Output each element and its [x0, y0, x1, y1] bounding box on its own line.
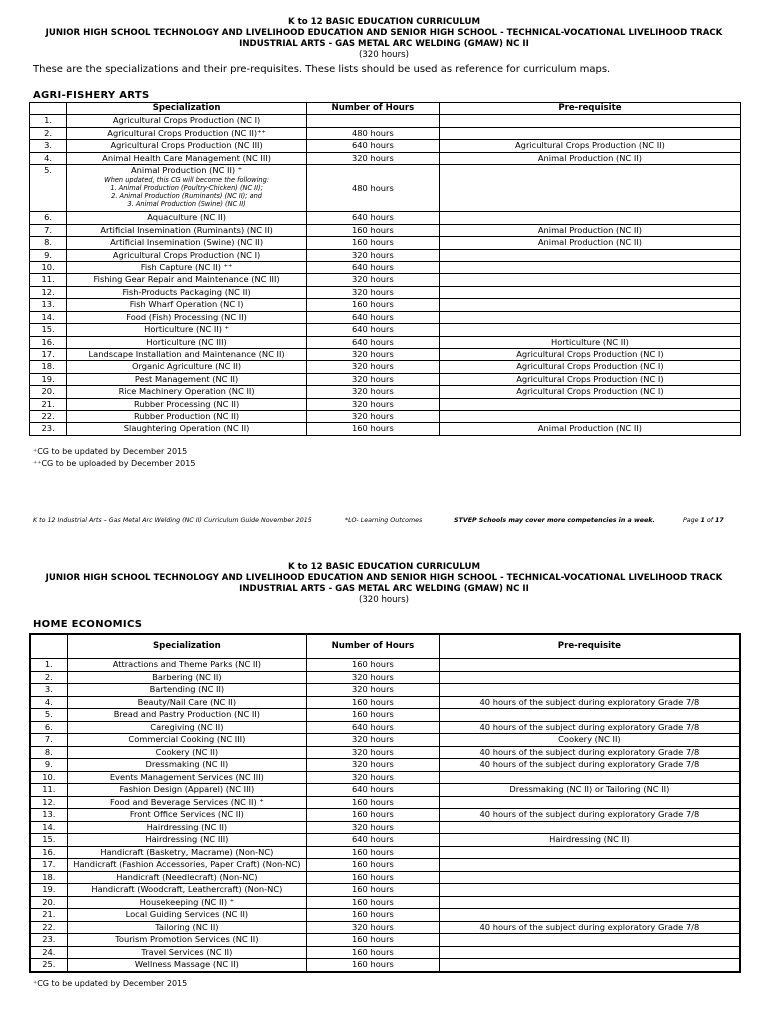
table-row — [30, 946, 740, 959]
row-specialization: Horticulture (NC II) ⁺ — [67, 324, 307, 336]
row-hours: 320 hours — [307, 759, 440, 772]
row-hours: 640 hours — [306, 212, 439, 224]
footer-lo-note: *LO- Learning Outcomes — [345, 517, 423, 524]
table-row — [30, 386, 741, 398]
row-specialization: Dressmaking (NC II) — [67, 759, 306, 772]
animal-production-note: 2. Animal Production (Ruminants) (NC II); and — [111, 192, 262, 201]
row-number: 7. — [30, 224, 67, 236]
table-row — [30, 959, 740, 972]
table-row — [30, 809, 740, 822]
animal-production-note: When updated, this CG will become the following: — [104, 176, 269, 185]
row-specialization: Agricultural Crops Production (NC II)⁺⁺ — [67, 127, 307, 139]
row-prerequisite — [439, 821, 740, 834]
row-prerequisite: 40 hours of the subject during exploratory Grade 7/8 — [439, 746, 740, 759]
row-number: 11. — [30, 274, 67, 286]
row-specialization: Tailoring (NC II) — [67, 921, 306, 934]
table-row — [30, 140, 741, 152]
row-specialization: Fish-Products Packaging (NC II) — [67, 286, 307, 298]
row-number: 13. — [30, 809, 67, 822]
row-specialization: Bread and Pastry Production (NC II) — [67, 709, 306, 722]
table-row — [30, 734, 740, 747]
agri-table — [29, 102, 741, 436]
row-prerequisite — [439, 934, 740, 947]
row-specialization: Beauty/Nail Care (NC II) — [67, 696, 306, 709]
row-prerequisite: Hairdressing (NC II) — [439, 834, 740, 847]
row-number: 20. — [30, 386, 67, 398]
row-hours: 320 hours — [306, 348, 439, 360]
table-row — [30, 165, 741, 212]
row-specialization: Horticulture (NC III) — [67, 336, 307, 348]
table-row — [30, 286, 741, 298]
row-number: 9. — [30, 759, 67, 772]
row-number: 2. — [30, 671, 67, 684]
animal-production-note: 1. Animal Production (Poultry-Chicken) (NC II); — [110, 184, 263, 193]
table-row — [30, 311, 741, 323]
row-hours: 320 hours — [306, 152, 439, 164]
row-prerequisite: Agricultural Crops Production (NC I) — [439, 361, 740, 373]
row-hours: 320 hours — [306, 410, 439, 422]
row-specialization: Bartending (NC II) — [67, 684, 306, 697]
row-number: 4. — [30, 152, 67, 164]
row-hours: 320 hours — [306, 373, 439, 385]
row-number: 16. — [30, 336, 67, 348]
row-hours: 160 hours — [307, 809, 440, 822]
row-number: 21. — [30, 398, 67, 410]
row-number: 2. — [30, 127, 67, 139]
table-row — [30, 671, 740, 684]
row-prerequisite — [439, 115, 740, 127]
row-prerequisite — [439, 286, 740, 298]
row-hours: 640 hours — [306, 324, 439, 336]
row-hours: 480 hours — [306, 127, 439, 139]
row-hours: 160 hours — [307, 659, 440, 672]
table-row — [30, 423, 741, 435]
row-prerequisite: 40 hours of the subject during exploratory Grade 7/8 — [439, 721, 740, 734]
row-specialization: Rubber Processing (NC II) — [67, 398, 307, 410]
intro-text: These are the specializations and their pre-requisites. These lists should be used as reference for curriculum maps. — [33, 64, 611, 75]
row-number: 13. — [30, 299, 67, 311]
row-prerequisite — [439, 299, 740, 311]
footer-guide-title: K to 12 Industrial Arts – Gas Metal Arc Welding (NC II) Curriculum Guide November 2015 — [33, 517, 312, 524]
row-number: 1. — [30, 659, 67, 672]
table-row — [30, 746, 740, 759]
row-prerequisite: Dressmaking (NC II) or Tailoring (NC II) — [439, 784, 740, 797]
header-title: K to 12 BASIC EDUCATION CURRICULUM — [287, 562, 481, 572]
row-hours: 320 hours — [307, 734, 440, 747]
row-specialization: Cookery (NC II) — [67, 746, 306, 759]
section-title-agri: AGRI-FISHERY ARTS — [33, 90, 150, 101]
row-prerequisite — [439, 771, 740, 784]
row-hours: 640 hours — [306, 311, 439, 323]
table-row — [30, 348, 741, 360]
row-specialization: Attractions and Theme Parks (NC II) — [67, 659, 306, 672]
row-prerequisite — [439, 709, 740, 722]
row-number: 15. — [30, 834, 67, 847]
row-number: 10. — [30, 771, 67, 784]
row-prerequisite: 40 hours of the subject during exploratory Grade 7/8 — [439, 696, 740, 709]
row-hours: 160 hours — [306, 423, 439, 435]
row-number: 14. — [30, 311, 67, 323]
table-row — [30, 659, 740, 672]
row-prerequisite — [439, 959, 740, 972]
row-hours: 160 hours — [307, 846, 440, 859]
row-number: 10. — [30, 262, 67, 274]
row-prerequisite: Animal Production (NC II) — [439, 237, 740, 249]
row-prerequisite — [439, 165, 740, 212]
row-number: 19. — [30, 373, 67, 385]
row-specialization: Artificial Insemination (Ruminants) (NC II) — [67, 224, 307, 236]
row-specialization: Housekeeping (NC II) ⁺ — [67, 896, 306, 909]
row-prerequisite — [439, 324, 740, 336]
table-row — [30, 846, 740, 859]
row-prerequisite: Agricultural Crops Production (NC I) — [439, 373, 740, 385]
row-number: 3. — [30, 684, 67, 697]
table-header-row — [30, 103, 741, 115]
row-number: 18. — [30, 361, 67, 373]
table-row — [30, 373, 741, 385]
row-number: 17. — [30, 859, 67, 872]
footnote-uploaded: ⁺⁺CG to be uploaded by December 2015 — [33, 459, 196, 468]
row-prerequisite — [439, 859, 740, 872]
row-prerequisite: Agricultural Crops Production (NC I) — [439, 386, 740, 398]
row-prerequisite — [439, 671, 740, 684]
row-specialization: Wellness Massage (NC II) — [67, 959, 306, 972]
table-row — [30, 115, 741, 127]
row-specialization: Rubber Production (NC II) — [67, 410, 307, 422]
row-specialization: Animal Health Care Management (NC III) — [67, 152, 307, 164]
row-hours: 320 hours — [306, 274, 439, 286]
row-number: 19. — [30, 884, 67, 897]
row-number: 14. — [30, 821, 67, 834]
row-number: 8. — [30, 746, 67, 759]
row-specialization: Landscape Installation and Maintenance (NC II) — [67, 348, 307, 360]
row-specialization: Agricultural Crops Production (NC III) — [67, 140, 307, 152]
row-specialization — [67, 165, 307, 212]
row-number: 22. — [30, 410, 67, 422]
row-number: 25. — [30, 959, 67, 972]
row-hours: 320 hours — [307, 771, 440, 784]
row-prerequisite: 40 hours of the subject during exploratory Grade 7/8 — [439, 809, 740, 822]
row-hours: 160 hours — [306, 299, 439, 311]
row-hours: 320 hours — [306, 361, 439, 373]
row-hours: 320 hours — [307, 684, 440, 697]
row-specialization: Pest Management (NC II) — [67, 373, 307, 385]
col-header-prereq: Pre-requisite — [439, 634, 740, 659]
header-subtitle: JUNIOR HIGH SCHOOL TECHNOLOGY AND LIVELIHOOD EDUCATION AND SENIOR HIGH SCHOOL - TECHNICAL-VOCATIONAL LIVELIHOOD TRACK — [45, 573, 723, 583]
row-hours: 160 hours — [307, 909, 440, 922]
home-table — [29, 633, 741, 973]
row-prerequisite — [439, 212, 740, 224]
table-row — [30, 796, 740, 809]
table-row — [30, 336, 741, 348]
row-prerequisite: Agricultural Crops Production (NC II) — [439, 140, 740, 152]
table-row — [30, 896, 740, 909]
row-prerequisite: Animal Production (NC II) — [439, 423, 740, 435]
row-number: 18. — [30, 871, 67, 884]
row-hours: 160 hours — [306, 237, 439, 249]
col-header-hours: Number of Hours — [306, 103, 439, 115]
row-prerequisite — [439, 274, 740, 286]
row-prerequisite — [439, 410, 740, 422]
spec-main-label: Animal Production (NC II) ⁺ — [131, 165, 243, 176]
row-prerequisite — [439, 659, 740, 672]
row-specialization: Fish Capture (NC II) ⁺⁺ — [67, 262, 307, 274]
row-hours: 160 hours — [307, 796, 440, 809]
col-header-specialization: Specialization — [67, 634, 306, 659]
table-row — [30, 324, 741, 336]
row-hours: 160 hours — [307, 946, 440, 959]
footnote-updated: ⁺CG to be updated by December 2015 — [33, 979, 188, 988]
row-number: 22. — [30, 921, 67, 934]
table-row — [30, 299, 741, 311]
row-number: 8. — [30, 237, 67, 249]
row-number: 6. — [30, 212, 67, 224]
table-row — [30, 871, 740, 884]
header-course: INDUSTRIAL ARTS - GAS METAL ARC WELDING (GMAW) NC II — [239, 584, 529, 594]
row-prerequisite — [439, 946, 740, 959]
row-hours: 320 hours — [306, 249, 439, 261]
row-number: 11. — [30, 784, 67, 797]
table-row — [30, 784, 740, 797]
row-prerequisite: Animal Production (NC II) — [439, 152, 740, 164]
table-row — [30, 262, 741, 274]
row-specialization: Travel Services (NC II) — [67, 946, 306, 959]
row-specialization: Aquaculture (NC II) — [67, 212, 307, 224]
row-hours: 320 hours — [307, 671, 440, 684]
table-row — [30, 834, 740, 847]
agri-table-body — [30, 115, 741, 435]
row-hours: 320 hours — [306, 398, 439, 410]
footer-page-number: Page 1 of 17 — [683, 517, 724, 524]
table-row — [30, 361, 741, 373]
col-header-prereq: Pre-requisite — [439, 103, 740, 115]
row-specialization: Rice Machinery Operation (NC II) — [67, 386, 307, 398]
row-number: 7. — [30, 734, 67, 747]
header-hours: (320 hours) — [358, 50, 409, 60]
row-prerequisite — [439, 398, 740, 410]
row-number: 12. — [30, 286, 67, 298]
row-specialization: Barbering (NC II) — [67, 671, 306, 684]
row-hours: 640 hours — [306, 336, 439, 348]
table-header-row — [30, 634, 740, 659]
row-prerequisite: Horticulture (NC II) — [439, 336, 740, 348]
row-prerequisite — [439, 871, 740, 884]
col-header-number — [30, 634, 67, 659]
row-prerequisite — [439, 909, 740, 922]
footnote-updated: ⁺CG to be updated by December 2015 — [33, 447, 188, 456]
row-prerequisite — [439, 846, 740, 859]
home-table-body — [30, 659, 740, 972]
header-hours: (320 hours) — [358, 595, 409, 605]
row-hours: 320 hours — [307, 921, 440, 934]
table-row — [30, 771, 740, 784]
row-hours: 640 hours — [307, 834, 440, 847]
row-specialization: Handicraft (Basketry, Macrame) (Non-NC) — [67, 846, 306, 859]
row-specialization: Tourism Promotion Services (NC II) — [67, 934, 306, 947]
row-hours: 160 hours — [307, 959, 440, 972]
table-row — [30, 909, 740, 922]
row-prerequisite: Cookery (NC II) — [439, 734, 740, 747]
row-number: 4. — [30, 696, 67, 709]
row-specialization: Hairdressing (NC III) — [67, 834, 306, 847]
row-specialization: Commercial Cooking (NC III) — [67, 734, 306, 747]
row-number: 1. — [30, 115, 67, 127]
page-header — [0, 17, 768, 61]
animal-production-note: 3. Animal Production (Swine) (NC II) — [127, 200, 246, 209]
row-hours: 640 hours — [307, 784, 440, 797]
row-number: 23. — [30, 934, 67, 947]
row-hours: 320 hours — [307, 821, 440, 834]
row-hours: 320 hours — [306, 286, 439, 298]
row-number: 24. — [30, 946, 67, 959]
row-hours: 320 hours — [307, 746, 440, 759]
row-number: 6. — [30, 721, 67, 734]
row-prerequisite — [439, 896, 740, 909]
row-prerequisite — [439, 684, 740, 697]
row-prerequisite — [439, 884, 740, 897]
row-hours: 160 hours — [307, 696, 440, 709]
row-number: 23. — [30, 423, 67, 435]
table-row — [30, 821, 740, 834]
row-specialization: Food (Fish) Processing (NC II) — [67, 311, 307, 323]
col-header-number — [30, 103, 67, 115]
table-row — [30, 884, 740, 897]
row-hours: 160 hours — [307, 871, 440, 884]
row-number: 16. — [30, 846, 67, 859]
row-specialization: Fishing Gear Repair and Maintenance (NC III) — [67, 274, 307, 286]
table-row — [30, 709, 740, 722]
row-specialization: Agricultural Crops Production (NC I) — [67, 115, 307, 127]
col-header-hours: Number of Hours — [307, 634, 440, 659]
table-row — [30, 696, 740, 709]
row-specialization: Caregiving (NC II) — [67, 721, 306, 734]
row-specialization: Slaughtering Operation (NC II) — [67, 423, 307, 435]
row-prerequisite — [439, 262, 740, 274]
row-number: 5. — [30, 709, 67, 722]
table-row — [30, 224, 741, 236]
row-number: 3. — [30, 140, 67, 152]
table-row — [30, 921, 740, 934]
header-course: INDUSTRIAL ARTS - GAS METAL ARC WELDING (GMAW) NC II — [239, 39, 529, 49]
row-hours: 160 hours — [307, 896, 440, 909]
table-row — [30, 934, 740, 947]
row-number: 12. — [30, 796, 67, 809]
table-row — [30, 721, 740, 734]
table-row — [30, 237, 741, 249]
row-specialization: Fashion Design (Apparel) (NC III) — [67, 784, 306, 797]
row-specialization: Hairdressing (NC II) — [67, 821, 306, 834]
row-prerequisite: Agricultural Crops Production (NC I) — [439, 348, 740, 360]
table-row — [30, 274, 741, 286]
table-row — [30, 684, 740, 697]
table-row — [30, 249, 741, 261]
row-prerequisite — [439, 311, 740, 323]
row-prerequisite: Animal Production (NC II) — [439, 224, 740, 236]
row-number: 5. — [30, 165, 67, 212]
table-row — [30, 859, 740, 872]
header-subtitle: JUNIOR HIGH SCHOOL TECHNOLOGY AND LIVELIHOOD EDUCATION AND SENIOR HIGH SCHOOL - TECHNICAL-VOCATIONAL LIVELIHOOD TRACK — [45, 28, 723, 38]
footer-stvep-note: STVEP Schools may cover more competencies in a week. — [454, 517, 655, 524]
row-hours: 320 hours — [306, 386, 439, 398]
row-specialization: Events Management Services (NC III) — [67, 771, 306, 784]
section-title-home: HOME ECONOMICS — [33, 619, 143, 630]
row-specialization: Front Office Services (NC II) — [67, 809, 306, 822]
row-prerequisite: 40 hours of the subject during exploratory Grade 7/8 — [439, 759, 740, 772]
row-number: 20. — [30, 896, 67, 909]
row-prerequisite — [439, 127, 740, 139]
table-row — [30, 410, 741, 422]
row-specialization: Handicraft (Woodcraft, Leathercraft) (Non-NC) — [67, 884, 306, 897]
row-hours: 160 hours — [307, 884, 440, 897]
row-hours: 480 hours — [306, 165, 439, 212]
table-row — [30, 127, 741, 139]
row-specialization: Fish Wharf Operation (NC I) — [67, 299, 307, 311]
row-number: 9. — [30, 249, 67, 261]
row-number: 21. — [30, 909, 67, 922]
row-hours: 160 hours — [306, 224, 439, 236]
table-row — [30, 759, 740, 772]
table-row — [30, 152, 741, 164]
row-specialization: Agricultural Crops Production (NC I) — [67, 249, 307, 261]
page-header — [0, 562, 768, 606]
row-specialization: Artificial Insemination (Swine) (NC II) — [67, 237, 307, 249]
row-hours: 640 hours — [307, 721, 440, 734]
row-prerequisite — [439, 249, 740, 261]
row-hours: 160 hours — [307, 859, 440, 872]
row-hours: 160 hours — [307, 709, 440, 722]
row-hours — [306, 115, 439, 127]
row-hours: 640 hours — [306, 262, 439, 274]
row-hours: 640 hours — [306, 140, 439, 152]
row-number: 15. — [30, 324, 67, 336]
row-specialization: Organic Agriculture (NC II) — [67, 361, 307, 373]
row-specialization: Food and Beverage Services (NC II) ⁺ — [67, 796, 306, 809]
row-specialization: Local Guiding Services (NC II) — [67, 909, 306, 922]
row-prerequisite — [439, 796, 740, 809]
row-prerequisite: 40 hours of the subject during exploratory Grade 7/8 — [439, 921, 740, 934]
col-header-specialization: Specialization — [67, 103, 307, 115]
row-specialization: Handicraft (Needlecraft) (Non-NC) — [67, 871, 306, 884]
row-number: 17. — [30, 348, 67, 360]
header-title: K to 12 BASIC EDUCATION CURRICULUM — [287, 17, 481, 27]
row-hours: 160 hours — [307, 934, 440, 947]
table-row — [30, 398, 741, 410]
row-specialization: Handicraft (Fashion Accessories, Paper Craft) (Non-NC) — [67, 859, 306, 872]
table-row — [30, 212, 741, 224]
